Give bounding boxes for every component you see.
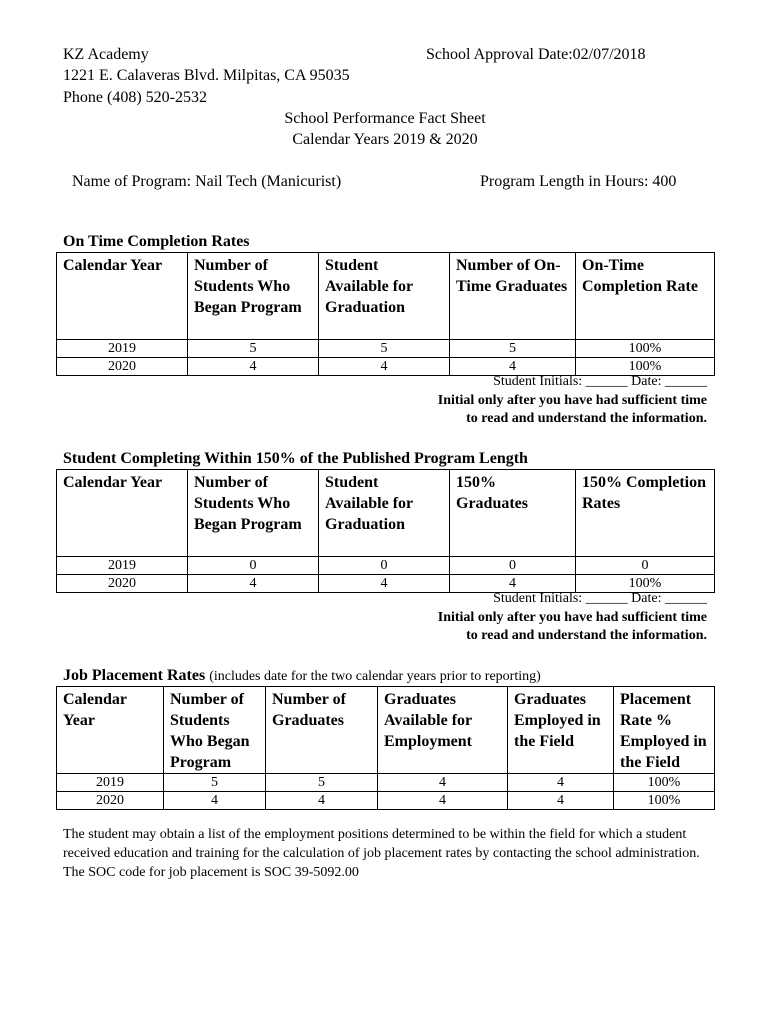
table-cell: 5 (188, 340, 319, 358)
ontime-header-row (57, 253, 715, 340)
table-cell: 5 (450, 340, 576, 358)
table-cell: 100% (614, 792, 715, 810)
table-cell: 4 (188, 575, 319, 593)
table-cell: 2020 (57, 358, 188, 376)
document-title: School Performance Fact Sheet (284, 110, 486, 127)
header-cell: Graduates Employed in the Field (508, 687, 614, 774)
table-cell: 4 (450, 358, 576, 376)
header-cell: Student Available for Graduation (319, 253, 450, 340)
header-cell: Number of On-Time Graduates (450, 253, 576, 340)
header-cell: 150% Completion Rates (576, 470, 715, 557)
table-cell: 4 (188, 358, 319, 376)
table-cell: 4 (450, 575, 576, 593)
within150-section-title: Student Completing Within 150% of the Published Program Length (63, 450, 528, 467)
table-cell: 2020 (57, 575, 188, 593)
table-cell: 100% (576, 575, 715, 593)
within150-header-row (57, 470, 715, 557)
initial-note-line-1: Initial only after you have had sufficient time (437, 393, 707, 408)
ontime-section-title: On Time Completion Rates (63, 233, 250, 250)
table-cell: 2020 (57, 792, 164, 810)
table-cell: 100% (614, 774, 715, 792)
header-cell: Placement Rate % Employed in the Field (614, 687, 715, 774)
header-cell: Number of Students Who Began Program (188, 253, 319, 340)
school-phone: Phone (408) 520-2532 (63, 89, 207, 106)
table-row (57, 557, 715, 575)
table-cell: 5 (266, 774, 378, 792)
placement-section-title: Job Placement Rates (63, 667, 206, 684)
program-name: Name of Program: Nail Tech (Manicurist) (72, 173, 342, 190)
header-cell: Number of Students Who Began Program (164, 687, 266, 774)
table-cell: 2019 (57, 557, 188, 575)
header-cell: Number of Graduates (266, 687, 378, 774)
header-cell: Calendar Year (57, 470, 188, 557)
initial-note-line-2: to read and understand the information. (466, 628, 707, 643)
ontime-table (56, 252, 715, 376)
table-cell: 4 (319, 358, 450, 376)
table-cell: 4 (378, 792, 508, 810)
placement-header-row (57, 687, 715, 774)
approval-date: School Approval Date:02/07/2018 (426, 46, 646, 63)
school-address: 1221 E. Calaveras Blvd. Milpitas, CA 95035 (63, 67, 350, 84)
table-row (57, 358, 715, 376)
table-row (57, 774, 715, 792)
table-cell: 5 (319, 340, 450, 358)
table-cell: 0 (576, 557, 715, 575)
table-cell: 0 (319, 557, 450, 575)
program-length: Program Length in Hours: 400 (480, 173, 677, 190)
header-cell: Calendar Year (57, 687, 164, 774)
table-cell: 0 (188, 557, 319, 575)
table-cell: 4 (319, 575, 450, 593)
within150-table (56, 469, 715, 593)
initial-note-line-2: to read and understand the information. (466, 411, 707, 426)
header-cell: Number of Students Who Began Program (188, 470, 319, 557)
placement-section-heading (63, 667, 541, 685)
table-cell: 4 (266, 792, 378, 810)
header-cell: Graduates Available for Employment (378, 687, 508, 774)
placement-table (56, 686, 715, 810)
student-initials-line[interactable]: Student Initials: ______ Date: ______ (493, 591, 707, 606)
table-cell: 100% (576, 340, 715, 358)
table-cell: 4 (378, 774, 508, 792)
table-cell: 4 (508, 792, 614, 810)
table-cell: 100% (576, 358, 715, 376)
header-cell: Student Available for Graduation (319, 470, 450, 557)
initial-note-line-1: Initial only after you have had sufficient time (437, 610, 707, 625)
table-cell: 4 (508, 774, 614, 792)
table-cell: 0 (450, 557, 576, 575)
table-cell: 4 (164, 792, 266, 810)
header-cell: 150% Graduates (450, 470, 576, 557)
table-row (57, 792, 715, 810)
header-cell: On-Time Completion Rate (576, 253, 715, 340)
placement-title-note: (includes date for the two calendar years prior to reporting) (209, 669, 541, 684)
header-cell: Calendar Year (57, 253, 188, 340)
table-row (57, 340, 715, 358)
table-cell: 5 (164, 774, 266, 792)
table-cell: 2019 (57, 340, 188, 358)
table-cell: 2019 (57, 774, 164, 792)
footer-paragraph: The student may obtain a list of the employment positions determined to be within the field for which a student received education and training for the calculation of job placement rates by contacting the school administration. The SOC code for job placement is SOC 39-5092.00 (63, 827, 700, 880)
table-row (57, 575, 715, 593)
student-initials-line[interactable]: Student Initials: ______ Date: ______ (493, 374, 707, 389)
document-subtitle: Calendar Years 2019 & 2020 (292, 131, 478, 148)
school-name: KZ Academy (63, 46, 149, 63)
